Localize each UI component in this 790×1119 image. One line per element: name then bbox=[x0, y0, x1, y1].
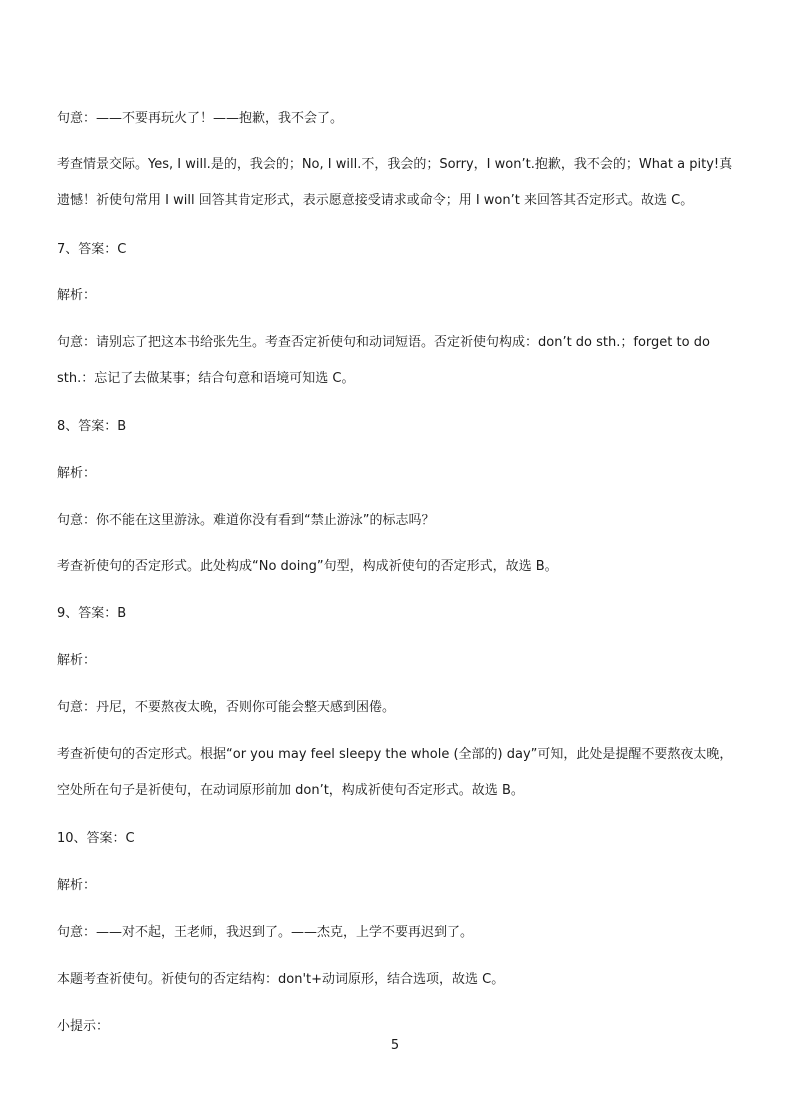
tip-label: 小提示： bbox=[57, 1019, 110, 1034]
answer-heading: 9、答案：B bbox=[57, 606, 127, 621]
page-number: 5 bbox=[390, 1038, 400, 1053]
text-line: 考查祈使句的否定形式。根据“or you may feel sleepy the whole (全部的) day”可知，此处是提醒不要熬夜太晚， bbox=[57, 747, 733, 762]
analysis-label: 解析： bbox=[57, 878, 97, 893]
text-line: 句意：请别忘了把这本书给张先生。考查否定祈使句和动词短语。否定祈使句构成：don’t do sth.；forget to do bbox=[57, 335, 710, 350]
text-line: sth.：忘记了去做某事；结合句意和语境可知选 C。 bbox=[57, 371, 355, 386]
text-line: 本题考查祈使句。祈使句的否定结构：don't+动词原形，结合选项，故选 C。 bbox=[57, 972, 505, 987]
analysis-label: 解析： bbox=[57, 466, 97, 481]
text-line: 遗憾！祈使句常用 I will 回答其肯定形式，表示愿意接受请求或命令；用 I won’t 来回答其否定形式。故选 C。 bbox=[57, 193, 694, 208]
analysis-label: 解析： bbox=[57, 653, 97, 668]
answer-heading: 10、答案：C bbox=[57, 831, 135, 846]
text-line: 空处所在句子是祈使句，在动词原形前加 don’t，构成祈使句否定形式。故选 B。 bbox=[57, 783, 524, 798]
text-line: 考查祈使句的否定形式。此处构成“No doing”句型，构成祈使句的否定形式，故选 B。 bbox=[57, 559, 558, 574]
analysis-label: 解析： bbox=[57, 288, 97, 303]
text-line: 句意：——不要再玩火了！——抱歉，我不会了。 bbox=[57, 111, 344, 126]
text-line: 句意：丹尼，不要熬夜太晚，否则你可能会整天感到困倦。 bbox=[57, 700, 396, 715]
text-line: 句意：——对不起，王老师，我迟到了。——杰克，上学不要再迟到了。 bbox=[57, 925, 474, 940]
answer-heading: 7、答案：C bbox=[57, 242, 127, 257]
answer-heading: 8、答案：B bbox=[57, 419, 127, 434]
text-line: 句意：你不能在这里游泳。难道你没有看到“禁止游泳”的标志吗？ bbox=[57, 513, 435, 528]
text-line: 考查情景交际。Yes, I will.是的，我会的；No, I will.不，我会的；Sorry，I won’t.抱歉，我不会的；What a pity!真 bbox=[57, 157, 733, 172]
